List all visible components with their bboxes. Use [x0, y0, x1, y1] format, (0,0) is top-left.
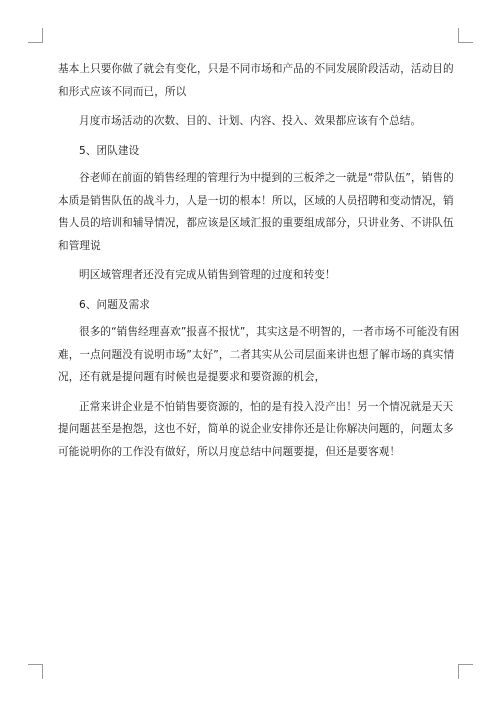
- text-line: 售人员的培训和辅导情况，都应该是区域汇报的重要组成部分，只讲业务、不讲队伍: [58, 217, 454, 229]
- crop-mark-bottom-left: [28, 664, 43, 679]
- text-line: 况，还有就是提问题有时候也是提要求和要资源的机会，: [58, 371, 326, 383]
- body-paragraph: [58, 58, 454, 103]
- text-line: 本质是销售队伍的战斗力，人是一切的根本！所以，区域的人员招聘和变动情况，销: [58, 194, 454, 207]
- body-paragraph: [58, 321, 460, 389]
- body-paragraph: [58, 167, 454, 257]
- text-line: 可能说明你的工作没有做好，所以月度总结中问题要提，但还是要客观！: [58, 445, 401, 458]
- text-line: 提问题甚至是抱怨，这也不好，简单的说企业安排你还是让你解决问题的，问题太多: [58, 423, 454, 435]
- text-line: 谷老师在前面的销售经理的管理行为中提到的三板斧之一就是“带队伍”，销售的: [79, 172, 454, 184]
- section-heading: [58, 140, 440, 163]
- body-paragraph: [58, 110, 440, 133]
- text-line: 和管理说: [58, 239, 101, 252]
- crop-mark-bottom-right: [458, 664, 473, 679]
- text-line: 正常来讲企业是不怕销售要资源的，怕的是有投入没产出！另一个情况就是天天: [79, 400, 454, 413]
- text-line: 月度市场活动的次数、目的、计划、内容、投入、效果都应该有个总结。: [79, 115, 422, 127]
- text-line: 基本上只要你做了就会有变化，只是不同市场和产品的不同发展阶段活动，活动目的: [58, 63, 454, 75]
- section-heading: [58, 294, 440, 317]
- crop-mark-top-right: [458, 28, 473, 43]
- text-line: 6、问题及需求: [79, 298, 151, 311]
- crop-mark-top-left: [28, 28, 43, 43]
- text-line: 很多的“销售经理喜欢”报喜不报忧”，其实这是不明智的，一者市场不可能没有困: [79, 326, 460, 338]
- text-line: 难，一点问题没有说明市场”太好”，二者其实从公司层面来讲也想了解市场的真实情: [58, 348, 455, 361]
- body-paragraph: [58, 264, 440, 287]
- text-line: 5、团队建设: [79, 144, 140, 157]
- text-line: 和形式应该不同而已，所以: [58, 85, 187, 98]
- body-paragraph: [58, 396, 454, 464]
- text-line: 明区域管理者还没有完成从销售到管理的过度和转变！: [79, 269, 336, 281]
- document-body: [58, 58, 460, 470]
